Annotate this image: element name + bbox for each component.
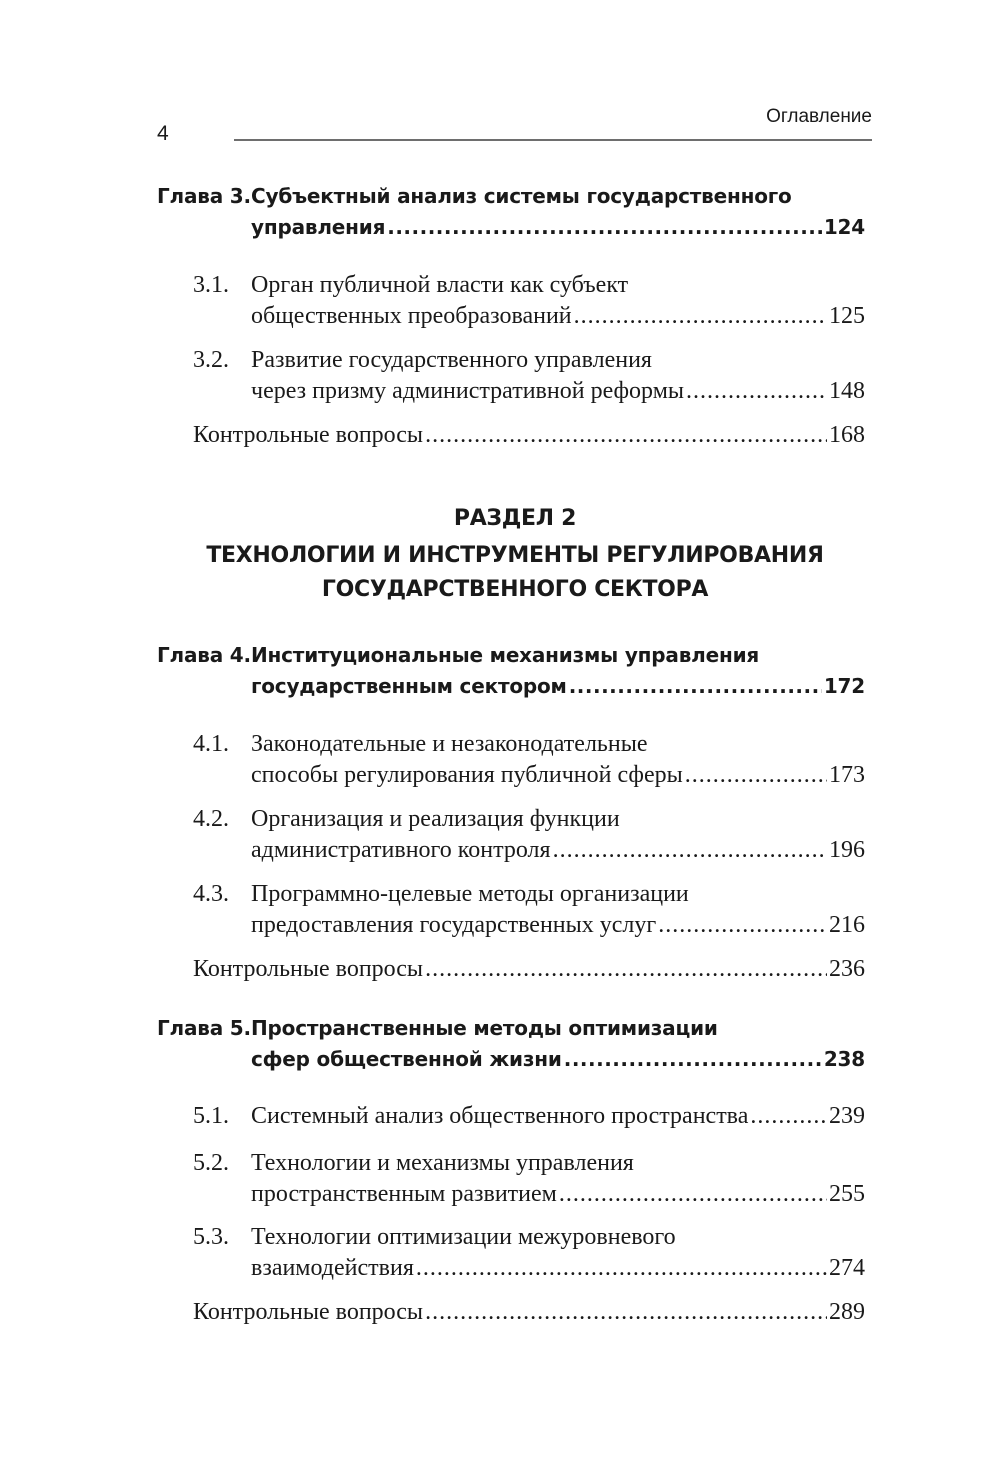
chapter-title-line2: государственным сектором (251, 674, 567, 698)
chapter-title-line1: Институциональные механизмы управления (251, 643, 760, 667)
section-number: 3.1. (193, 272, 229, 298)
section-title-line2: через призму административной реформы (251, 378, 685, 404)
section-page-number: 216 (829, 912, 865, 938)
section-number: 3.2. (193, 347, 229, 373)
dot-leader (750, 1101, 827, 1132)
section-number: 5.3. (193, 1224, 229, 1250)
dot-leader (416, 1253, 827, 1284)
dot-leader (387, 212, 822, 243)
section-title-line1: Технологии оптимизации межуровневого (251, 1224, 676, 1250)
toc-control-questions-5[interactable] (193, 1297, 865, 1328)
dot-leader (425, 1297, 827, 1328)
dot-leader (569, 671, 822, 702)
page-number: 4 (157, 122, 169, 145)
section-title-line1: Системный анализ общественного пространства (251, 1103, 749, 1129)
section-title-line1: Развитие государственного управления (251, 347, 652, 373)
control-questions-page: 168 (829, 422, 865, 448)
chapter-page-number: 124 (823, 215, 865, 239)
section-page-number: 274 (829, 1255, 865, 1281)
toc-control-questions-3[interactable] (193, 420, 865, 451)
section-number: 4.2. (193, 806, 229, 832)
running-title: Оглавление (766, 106, 872, 127)
section-title-line2: взаимодействия (251, 1255, 414, 1281)
part-label: РАЗДЕЛ 2 (453, 506, 577, 531)
dot-leader (574, 301, 827, 332)
dot-leader (553, 835, 827, 866)
section-page-number: 125 (829, 303, 865, 329)
chapter-title-line1: Пространственные методы оптимизации (251, 1016, 718, 1040)
section-page-number: 148 (829, 378, 865, 404)
chapter-label: Глава 3. (157, 184, 251, 208)
dot-leader (425, 420, 827, 451)
section-page-number: 239 (829, 1103, 865, 1129)
control-questions-label: Контрольные вопросы (193, 1299, 424, 1325)
section-title-line2: административного контроля (251, 837, 551, 863)
control-questions-label: Контрольные вопросы (193, 956, 424, 982)
chapter-page-number: 172 (823, 674, 865, 698)
section-title-line1: Организация и реализация функции (251, 806, 620, 832)
chapter-title-line2: управления (251, 215, 386, 239)
control-questions-page: 236 (829, 956, 865, 982)
section-title-line2: способы регулирования публичной сферы (251, 762, 683, 788)
chapter-label: Глава 5. (157, 1016, 251, 1040)
dot-leader (686, 376, 827, 407)
dot-leader (564, 1044, 822, 1075)
section-number: 4.3. (193, 881, 229, 907)
dot-leader (425, 954, 827, 985)
chapter-title-line1: Субъектный анализ системы государственного (251, 184, 792, 208)
section-title-line2: пространственным развитием (251, 1181, 557, 1207)
section-page-number: 196 (829, 837, 865, 863)
section-number: 4.1. (193, 731, 229, 757)
section-number: 5.1. (193, 1103, 229, 1129)
section-title-line1: Программно-целевые методы организации (251, 881, 689, 907)
dot-leader (658, 910, 827, 941)
section-title-line1: Законодательные и незаконодательные (251, 731, 648, 757)
part-title-line1: ТЕХНОЛОГИИ И ИНСТРУМЕНТЫ РЕГУЛИРОВАНИЯ (206, 543, 824, 568)
section-title-line2: предоставления государственных услуг (251, 912, 657, 938)
header-rule (234, 139, 872, 141)
part-title-line2: ГОСУДАРСТВЕННОГО СЕКТОРА (321, 577, 709, 602)
chapter-title-line2: сфер общественной жизни (251, 1047, 562, 1071)
chapter-page-number: 238 (823, 1047, 865, 1071)
dot-leader (559, 1179, 827, 1210)
section-page-number: 173 (829, 762, 865, 788)
section-page-number: 255 (829, 1181, 865, 1207)
chapter-label: Глава 4. (157, 643, 251, 667)
toc-control-questions-4[interactable] (193, 954, 865, 985)
control-questions-label: Контрольные вопросы (193, 422, 424, 448)
section-number: 5.2. (193, 1150, 229, 1176)
section-title-line1: Орган публичной власти как субъект (251, 272, 629, 298)
control-questions-page: 289 (829, 1299, 865, 1325)
section-title-line2: общественных преобразований (251, 303, 572, 329)
section-title-line1: Технологии и механизмы управления (251, 1150, 634, 1176)
dot-leader (685, 760, 827, 791)
